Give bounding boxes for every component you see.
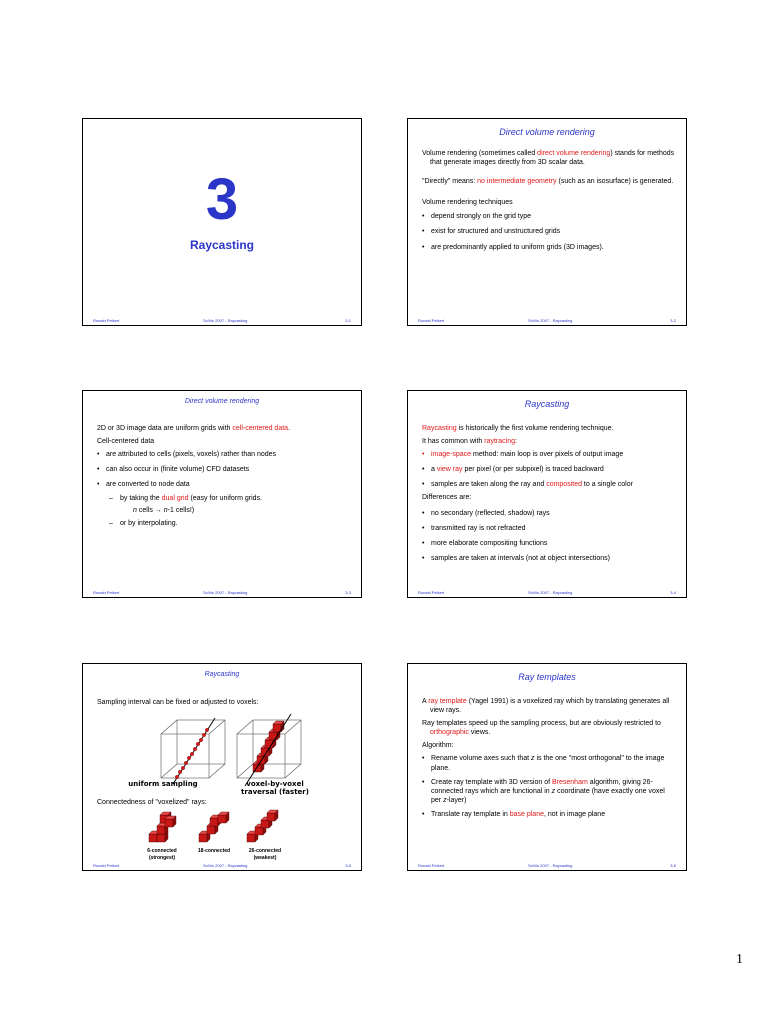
footer-course: SciVis 2007 - Raycasting [528,318,573,323]
footer-page: 3-5 [345,863,351,868]
slide-4 [407,390,687,598]
list-item: • are attributed to cells (pixels, voxels) rather than nodes [97,451,277,459]
paragraph: Volume rendering (sometimes called direct volume rendering) stands for methods that generate images directly from 3D scalar data. [422,150,675,167]
list-item: • exist for structured and unstructured grids [422,228,561,236]
slide-title: Ray templates [518,672,576,682]
paragraph: A ray template (Yagel 1991) is a voxelized ray which by translating generates all view rays. [422,698,670,715]
footer-course: SciVis 2007 - Raycasting [528,590,573,595]
footer-course: SciVis 2007 - Raycasting [203,318,248,323]
slide-body [97,424,351,531]
chapter-number: 3 [205,167,239,232]
footer-author: Ronald Peikert [93,863,120,868]
slide-5 [82,663,362,871]
slide-title: Direct volume rendering [499,127,595,137]
caption-6-connected: 6-connected (strongest) [147,848,177,861]
footer-page: 3-1 [345,318,351,323]
slide-body [422,149,676,255]
slide-body [422,424,676,566]
footer-page: 3-6 [670,863,676,868]
caption-26-connected: 26-connected (weakest) [248,848,282,861]
footer-author: Ronald Peikert [418,590,445,595]
18-connected-figure [195,810,231,846]
footer-course: SciVis 2007 - Raycasting [203,590,248,595]
slide-6 [407,663,687,871]
slide-1 [82,118,362,326]
paragraph: It has common with raytracing: [422,438,517,446]
26-connected-figure [243,810,279,846]
sampling-text: Sampling interval can be fixed or adjusted to voxels: [97,699,259,706]
list-item: • no secondary (reflected, shadow) rays [422,509,550,517]
footer-author: Ronald Peikert [418,318,445,323]
list-item: • depend strongly on the grid type [422,213,532,221]
slide-body [422,697,676,822]
list-item: • samples are taken along the ray and composited to a single color [422,481,633,489]
chapter-title: Raycasting [189,238,255,252]
paragraph: Differences are: [422,494,472,502]
slide-title: Raycasting [204,671,240,678]
footer-page: 3-3 [345,590,351,595]
slide-3 [82,390,362,598]
page-number: 1 [736,952,743,967]
footer-page: 3-2 [670,318,676,323]
list-item: • transmitted ray is not refracted [422,524,526,532]
paragraph: Volume rendering techniques [422,199,513,207]
slide-2 [407,118,687,326]
slide-title: Direct volume rendering [184,398,260,405]
caption-uniform-sampling: uniform sampling [128,780,198,788]
paragraph: Raycasting is historically the first volume rendering technique. [422,425,614,432]
list-item: • Rename volume axes such that z is the one "most orthogonal" to the image plane. [422,755,665,772]
list-item: • image-space method: main loop is over pixels of output image [422,451,624,459]
list-item: • are converted to node data [97,481,190,489]
footer-course: SciVis 2007 - Raycasting [528,863,573,868]
paragraph: Cell-centered data [97,438,155,446]
sub-list-note: n cells → n-1 cells!) [133,506,195,514]
sub-list-item: – by taking the dual grid (easy for uniform grids. [109,495,263,503]
footer-author: Ronald Peikert [93,590,120,595]
sub-list-item: – or by interpolating. [109,519,178,527]
list-item: • a view ray per pixel (or per subpixel) is traced backward [422,466,604,474]
footer-course: SciVis 2007 - Raycasting [203,863,248,868]
list-item: • can also occur in (finite volume) CFD datasets [97,466,250,474]
6-connected-figure [145,810,181,846]
connectedness-text: Connectedness of "voxelized" rays: [97,799,207,806]
paragraph: Ray templates speed up the sampling process, but are obviously restricted to orthographic views. [422,720,661,737]
list-item: • more elaborate compositing functions [422,539,548,547]
paragraph: "Directly" means: no intermediate geometry (such as an isosurface) is generated. [422,178,674,186]
footer-author: Ronald Peikert [93,318,120,323]
footer-author: Ronald Peikert [418,863,445,868]
caption-18-connected: 18-connected [197,848,231,854]
paragraph: 2D or 3D image data are uniform grids with cell-centered data. [97,425,291,432]
list-item: • Translate ray template in base plane, not in image plane [422,810,606,818]
list-item: • samples are taken at intervals (not at object intersections) [422,554,610,562]
caption-voxel-traversal: voxel-by-voxel traversal (faster) [241,780,309,796]
paragraph: Algorithm: [422,742,454,750]
list-item: • Create ray template with 3D version of Bresenham algorithm, giving 26-connected rays which are functional in z coordinate (have exactly one voxel per z-layer) [422,778,665,804]
footer-page: 3-4 [670,590,676,595]
list-item: • are predominantly applied to uniform grids (3D images). [422,243,604,251]
slide-title: Raycasting [524,399,570,409]
